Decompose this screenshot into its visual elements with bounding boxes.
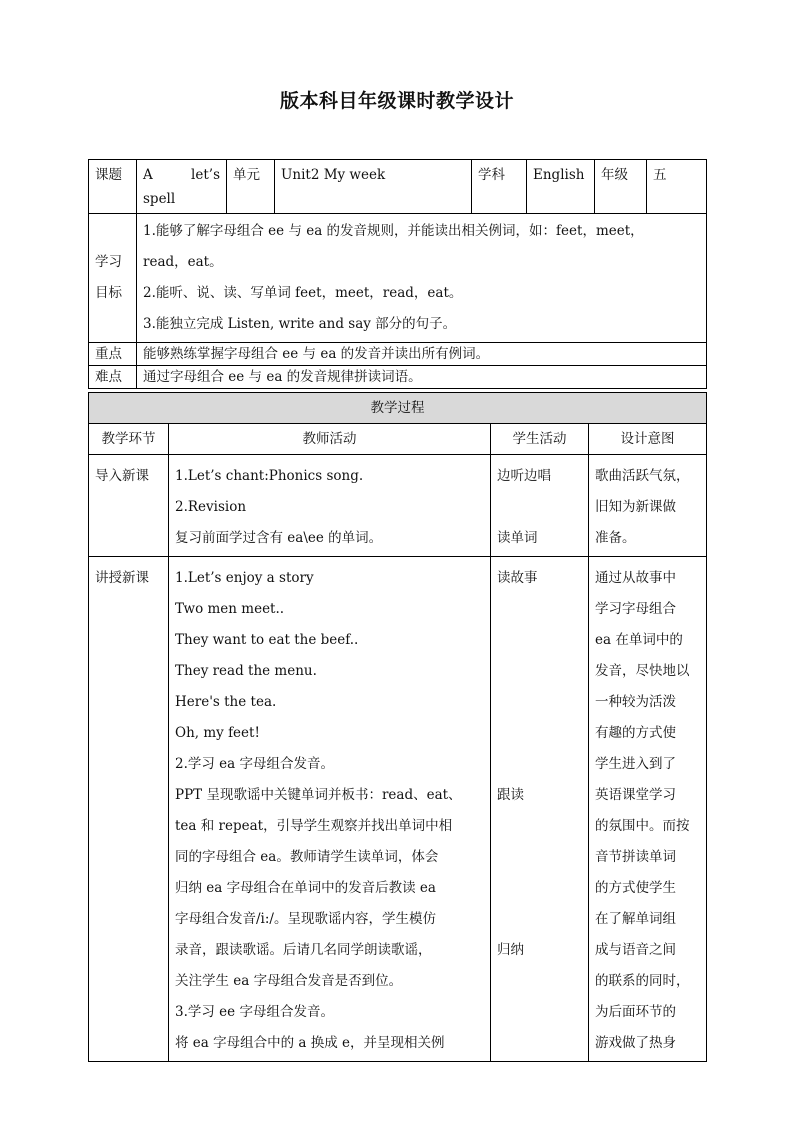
objectives-content: 1.能够了解字母组合 ee 与 ea 的发音规则，并能读出相关例词，如：feet，meet， read，eat。 2.能听、说、读、写单词 feet，meet，read，eat。 3.能独立完成 Listen, write and say 部分的句子。 <box>137 214 707 343</box>
stage-cell: 导入新课 <box>89 455 169 557</box>
intent-cell: 通过从故事中 学习字母组合 ea 在单词中的 发音，尽快地以 一种较为活泼 有趣的方式使 学生进入到了 英语课堂学习 的氛围中。而按 音节拼读单词 的方式使学生 在了解单词组 成与语音之间 的联系的同时， 为后面环节的 游戏做了热身 <box>589 557 707 1062</box>
subject-label: 学科 <box>472 160 527 214</box>
col-header-student: 学生活动 <box>491 424 589 455</box>
stage-cell: 讲授新课 <box>89 557 169 1062</box>
grade-value: 五 <box>647 160 707 214</box>
unit-value: Unit2 My week <box>275 160 472 214</box>
grade-label: 年级 <box>595 160 647 214</box>
teacher-cell: 1.Let’s chant:Phonics song. 2.Revision 复习前面学过含有 ea\ee 的单词。 <box>169 455 491 557</box>
difficulty-text: 通过字母组合 ee 与 ea 的发音规律拼读词语。 <box>137 366 707 389</box>
lesson-label: 课题 <box>89 160 137 214</box>
objectives-label: 学习 目标 <box>89 214 137 343</box>
info-table <box>88 159 707 389</box>
table-row <box>89 557 707 1062</box>
col-header-intent: 设计意图 <box>589 424 707 455</box>
teacher-cell: 1.Let’s enjoy a story Two men meet.. They want to eat the beef.. They read the menu. Here's the tea. Oh, my feet! 2.学习 ea 字母组合发音。 PPT 呈现歌谣中关键单词并板书：read、eat、 tea 和 repeat，引导学生观察并找出单词中相 同的字母组合 ea。教师请学生读单词，体会 归纳 ea 字母组合在单词中的发音后教读 ea 字母组合发音/i:/。呈现歌谣内容，学生模仿 录音，跟读歌谣。后请几名同学朗读歌谣， 关注学生 ea 字母组合发音是否到位。 3.学习 ee 字母组合发音。 将 ea 字母组合中的 a 换成 e，并呈现相关例 <box>169 557 491 1062</box>
process-table <box>88 392 707 1062</box>
key-point-text: 能够熟练掌握字母组合 ee 与 ea 的发音并读出所有例词。 <box>137 343 707 366</box>
col-header-teacher: 教师活动 <box>169 424 491 455</box>
key-point-label: 重点 <box>89 343 137 366</box>
difficulty-label: 难点 <box>89 366 137 389</box>
subject-value: English <box>527 160 595 214</box>
col-header-stage: 教学环节 <box>89 424 169 455</box>
intent-cell: 歌曲活跃气氛， 旧知为新课做 准备。 <box>589 455 707 557</box>
process-heading: 教学过程 <box>89 393 707 424</box>
unit-label: 单元 <box>227 160 275 214</box>
student-cell: 读故事 跟读 归纳 <box>491 557 589 1062</box>
lesson-value: A let’s spell <box>137 160 227 214</box>
table-row <box>89 455 707 557</box>
page-title: 版本科目年级课时教学设计 <box>279 90 514 112</box>
student-cell: 边听边唱 读单词 <box>491 455 589 557</box>
